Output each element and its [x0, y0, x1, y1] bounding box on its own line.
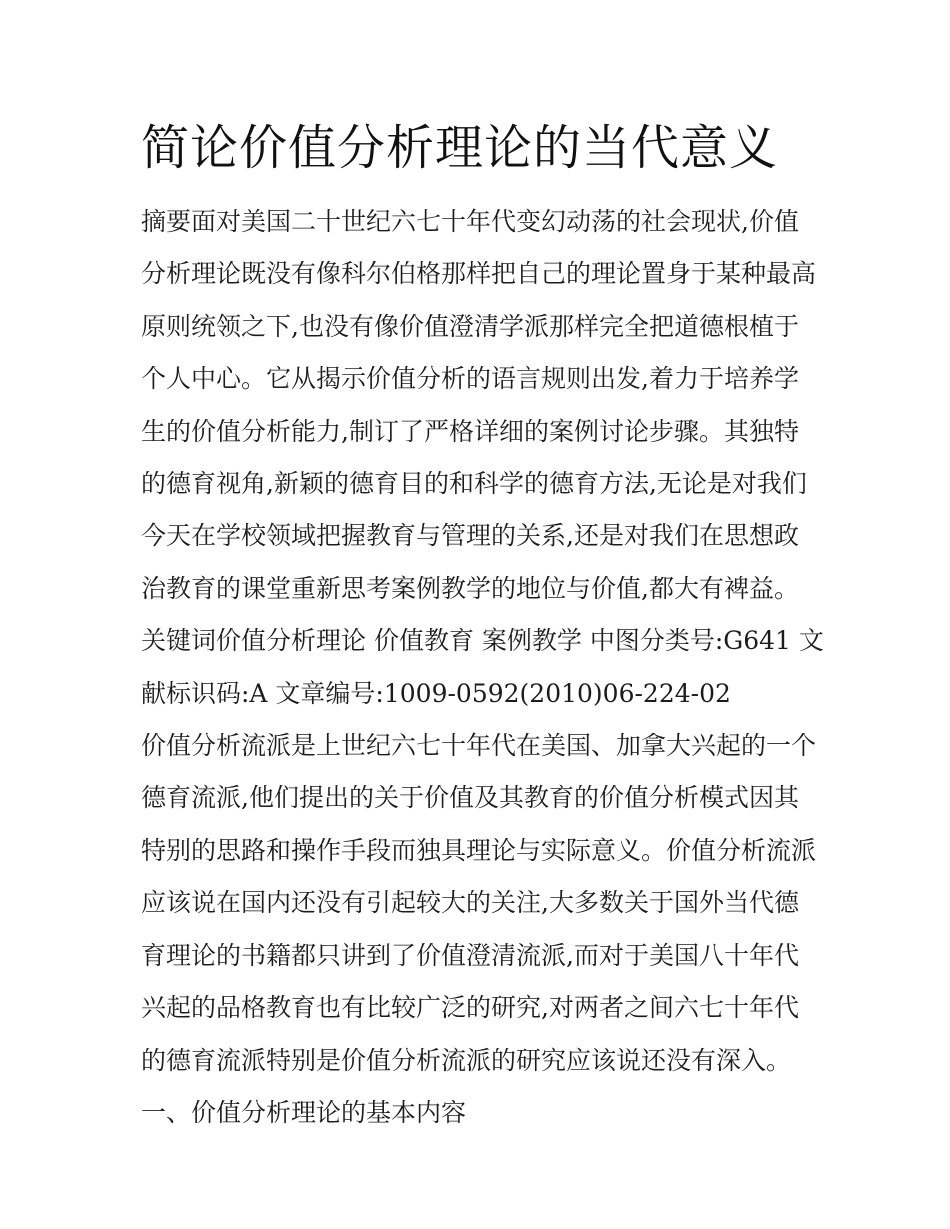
- document-page: [141, 108, 824, 1139]
- section-heading-text: 一、价值分析理论的基本内容: [141, 1097, 467, 1127]
- abstract-line: 治教育的课堂重新思考案例教学的地位与价值,都大有裨益。: [141, 573, 799, 603]
- abstract-line: 摘要面对美国二十世纪六七十年代变幻动荡的社会现状,价值: [141, 207, 799, 236]
- body-paragraph: [141, 720, 821, 1087]
- keywords-line: 关键词价值分析理论 价值教育 案例教学 中图分类号:G641 文: [141, 626, 824, 656]
- abstract-line: 生的价值分析能力,制订了严格详细的案例讨论步骤。其独特: [141, 416, 799, 446]
- keywords-paragraph: [141, 615, 824, 720]
- body-line: 价值分析流派是上世纪六七十年代在美国、加拿大兴起的一个: [141, 731, 817, 761]
- body-line: 的德育流派特别是价值分析流派的研究应该说还没有深入。: [141, 1045, 792, 1075]
- abstract-paragraph: [141, 196, 821, 615]
- body-line: 育理论的书籍都只讲到了价值澄清流派,而对于美国八十年代: [141, 940, 799, 970]
- abstract-line: 个人中心。它从揭示价值分析的语言规则出发,着力于培养学: [141, 364, 799, 394]
- document-title: 简论价值分析理论的当代意义: [141, 120, 779, 176]
- body-line: 德育流派,他们提出的关于价值及其教育的价值分析模式因其: [141, 783, 799, 813]
- section-heading: [141, 1087, 821, 1139]
- abstract-line: 今天在学校领域把握教育与管理的关系,还是对我们在思想政: [141, 521, 799, 551]
- body-line: 兴起的品格教育也有比较广泛的研究,对两者之间六七十年代: [141, 993, 799, 1023]
- abstract-line: 分析理论既没有像科尔伯格那样把自己的理论置身于某种最高: [141, 259, 817, 289]
- abstract-line: 原则统领之下,也没有像价值澄清学派那样完全把道德根植于: [141, 311, 799, 341]
- body-line: 应该说在国内还没有引起较大的关注,大多数关于国外当代德: [141, 888, 799, 918]
- body-line: 特别的思路和操作手段而独具理论与实际意义。价值分析流派: [141, 835, 817, 865]
- keywords-line: 献标识码:A 文章编号:1009-0592(2010)06-224-02: [141, 678, 731, 708]
- abstract-line: 的德育视角,新颖的德育目的和科学的德育方法,无论是对我们: [141, 469, 807, 499]
